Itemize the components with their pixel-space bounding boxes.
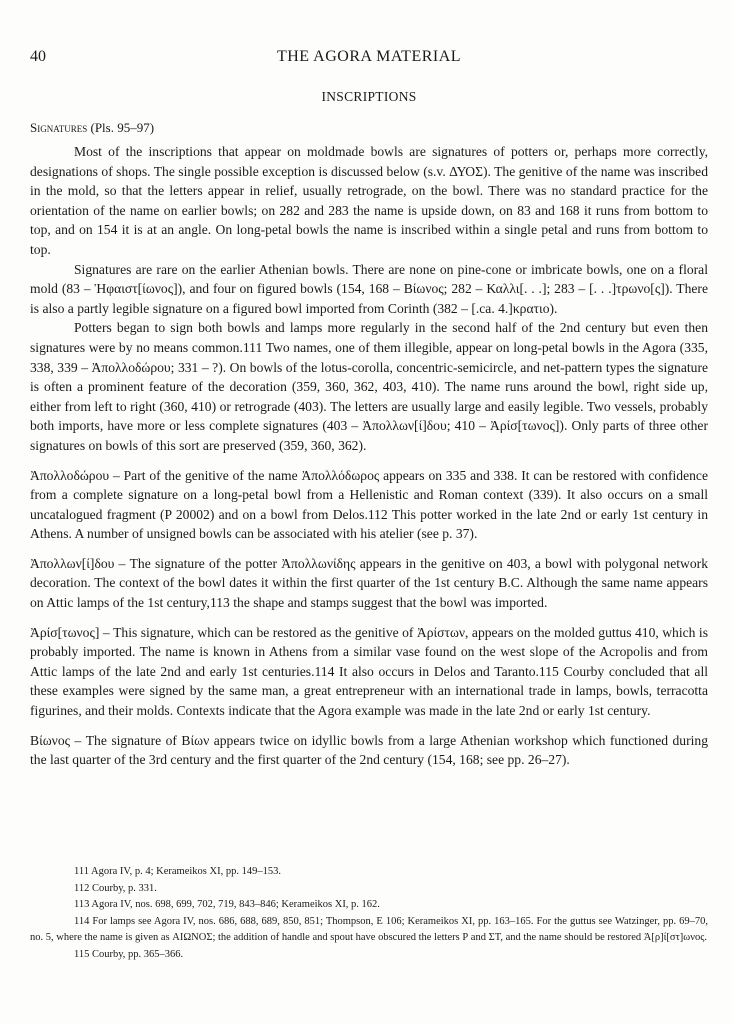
subsection-heading: [30, 120, 154, 136]
running-header: [30, 48, 708, 72]
page-number: 40: [30, 48, 46, 65]
footnote-113: 113 Agora IV, nos. 698, 699, 702, 719, 843–846; Kerameikos XI, p. 162.: [74, 899, 380, 910]
footnotes: [30, 864, 708, 963]
entry-aristonos: Ἀρίσ[τωνος] – This signature, which can be restored as the genitive of Ἀρίστων, appears on the molded guttus 410, which is probably imported. The name is known in Athens from a similar vase found on the west slope of the Acropolis and from Attic lamps of the late 2nd and early 1st centuries.114 It also occurs in Delos and Taranto.115 Courby concluded that all these examples were signed by the same man, a great entrepreneur with an international trade in lamps, bowls, terracotta figurines, and their molds. Contexts indicate that the Agora example was made in the late 2nd or early 1st century.: [30, 624, 708, 719]
running-title: THE AGORA MATERIAL: [276, 48, 462, 65]
footnote-112: 112 Courby, p. 331.: [74, 882, 157, 894]
footnote-115: 115 Courby, pp. 365–366.: [74, 948, 184, 960]
paragraph-early-bowls: Signatures are rare on the earlier Athenian bowls. There are none on pine-cone or imbricate bowls, one on a floral mold (83 – Ἡφαιστ[ίωνος]), and four on figured bowls (154, 168 – Βίωνος; 282 – Καλλι[. . .]; 283 – [. . .]τρωνο[ς]). There is also a partly legible signature on a figured bowl imported from Corinth (382 – [.ca. 4.]κρατιο).: [30, 261, 708, 316]
footnote-111: 111 Agora IV, p. 4; Kerameikos XI, pp. 149–153.: [74, 866, 281, 877]
subsection-plates: (Pls. 95–97): [90, 120, 155, 135]
footnote-114: 114 For lamps see Agora IV, nos. 686, 688, 689, 850, 851; Thompson, E 106; Kerameikos XI, pp. 163–165. For the guttus see Watzinger, pp. 69–70, no. 5, where the name is given as ΑΙΩΝΟΣ; the addition of handle and spout have obscured the letters Ρ and ΣΤ, and the name should be restored Ἀ[ρ]ί[στ]ωνος.: [30, 915, 708, 943]
entry-apollonidou: Ἀπολλων[ί]δου – The signature of the potter Ἀπολλωνίδης appears in the genitive on 403, a bowl with polygonal network decoration. The context of the bowl dates it within the first quarter of the 1st century B.C. Although the same name appears on Attic lamps of the 1st century,113 the shape and stamps suggest that the bowl was imported.: [30, 555, 708, 611]
entry-apollodorou: Ἀπολλοδώρου – Part of the genitive of the name Ἀπολλόδωρος appears on 335 and 338. It can be restored with confidence from a complete signature on a long-petal bowl from a Hellenistic and Roman context (339). It also occurs on a small uncatalogued fragment (P 20002) and on a bowl from Delos.112 This potter worked in the late 2nd or early 1st century in Athens. A number of unsigned bowls can be associated with his atelier (see p. 37).: [30, 467, 708, 542]
paragraph-intro: Most of the inscriptions that appear on moldmade bowls are signatures of potters or, perhaps more correctly, designations of shops. The single possible exception is discussed below (s.v. ΔΥΟΣ). The genitive of the name was inscribed in the mold, so that the letters appear in relief, usually retrograde, on the bowl. There was no standard practice for the orientation of the name on earlier bowls; on 282 and 283 the name is upside down, on 83 and 168 it runs from bottom to top, and on 154 it is at an angle. On long-petal bowls the name is inscribed within a single petal and runs from bottom to top.: [30, 144, 708, 257]
body-text: [30, 142, 708, 770]
subsection-title: Signatures: [30, 120, 88, 135]
section-title: INSCRIPTIONS: [321, 89, 417, 104]
paragraph-second-century: Potters began to sign both bowls and lamps more regularly in the second half of the 2nd century but even then signatures were by no means common.111 Two names, one of them illegible, appear on long-petal bowls in the Agora (335, 338, 339 – Ἀπολλοδώρου; 331 – ?). On bowls of the lotus-corolla, concentric-semicircle, and net-pattern types the signature is often a prominent feature of the decoration (359, 360, 362, 403, 410). The name runs around the bowl, right side up, either from left to right (360, 410) or retrograde (403). The letters are usually large and easily legible. Two vessels, probably both imports, have more or less complete signatures (403 – Ἀπολλων[ί]δου; 410 – Ἀρίσ[τωνος]). Only parts of three other signatures on bowls of this sort are preserved (359, 360, 362).: [30, 320, 708, 453]
entry-bionos: Βίωνος – The signature of Βίων appears twice on idyllic bowls from a large Athenian workshop which functioned during the last quarter of the 3rd century and the first quarter of the 2nd century (154, 168; see pp. 26–27).: [30, 732, 708, 768]
